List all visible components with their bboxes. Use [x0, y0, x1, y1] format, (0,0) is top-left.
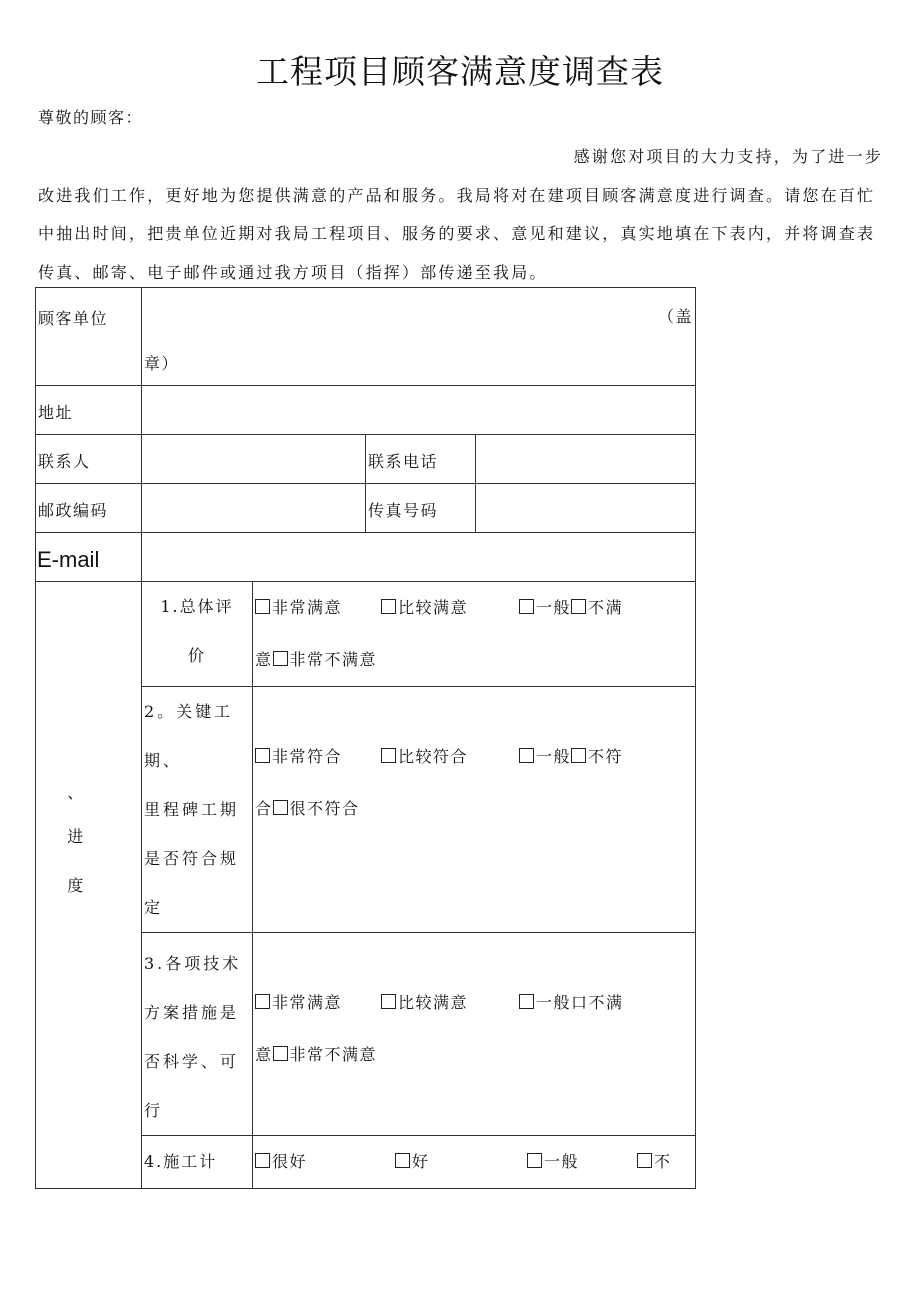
checkbox[interactable] — [381, 994, 396, 1009]
checkbox[interactable] — [255, 748, 270, 763]
customer-unit-label-cell — [36, 288, 142, 386]
fax-label: 传真号码 — [368, 501, 439, 520]
section-char-1: 进 — [67, 827, 85, 846]
item-3-option[interactable]: 非常不满意 — [273, 1045, 378, 1064]
seal-note-part1: （盖 — [657, 307, 693, 326]
intro-line-3: 中抽出时间，把贵单位近期对我局工程项目、服务的要求、意见和建议，真实地填在下表内，并将调查表 — [38, 224, 876, 243]
customer-unit-label: 顾客单位 — [38, 309, 109, 328]
contact-input[interactable] — [142, 435, 366, 484]
item-2-label-line: 定 — [144, 898, 164, 917]
item-1-option[interactable]: 非常不满意 — [273, 650, 378, 669]
item-1-label-cell — [142, 582, 253, 687]
phone-input[interactable] — [476, 435, 696, 484]
item-2-option[interactable]: 比较符合 — [381, 731, 519, 783]
item-3-label-line: 否科学、可 — [144, 1052, 240, 1071]
checkbox[interactable] — [395, 1153, 410, 1168]
item-2-label-line: 2。关键工期、 — [144, 702, 234, 770]
section-mark: 、 — [67, 783, 85, 802]
item-3-option-cont: 意 — [255, 1045, 273, 1064]
checkbox[interactable] — [255, 599, 270, 614]
checkbox[interactable] — [519, 994, 534, 1009]
checkbox[interactable] — [519, 599, 534, 614]
address-label-cell — [36, 386, 142, 435]
seal-note-part2: 章） — [144, 354, 180, 373]
item-3-label-line: 行 — [144, 1101, 164, 1120]
postcode-label-cell — [36, 484, 142, 533]
checkbox[interactable] — [273, 1046, 288, 1061]
fax-label-cell — [366, 484, 476, 533]
item-1-options — [253, 582, 696, 687]
fax-input[interactable] — [476, 484, 696, 533]
intro-line-2: 改进我们工作，更好地为您提供满意的产品和服务。我局将对在建项目顾客满意度进行调查。请您在百忙 — [38, 186, 876, 205]
phone-label-cell — [366, 435, 476, 484]
item-1-option[interactable]: 一般 — [519, 598, 571, 617]
checkbox[interactable] — [255, 994, 270, 1009]
survey-form — [35, 287, 696, 1189]
item-2-option[interactable]: 不符 — [571, 747, 623, 766]
item-2-label-cell — [142, 687, 253, 933]
checkbox[interactable] — [381, 599, 396, 614]
item-1-label-line: 1.总体评 — [160, 597, 234, 616]
item-1-option-cont: 意 — [255, 650, 273, 669]
contact-label: 联系人 — [38, 452, 91, 471]
checkbox[interactable] — [527, 1153, 542, 1168]
item-2-label-line: 是否符合规 — [144, 849, 240, 868]
item-3-option[interactable]: 比较满意 — [381, 977, 519, 1029]
item-4-option[interactable]: 很好 — [255, 1136, 395, 1188]
row-customer-unit — [36, 288, 696, 386]
intro-line-1: 感谢您对项目的大力支持，为了进一步 — [573, 147, 883, 166]
item-2-option[interactable]: 很不符合 — [273, 799, 360, 818]
email-input[interactable] — [142, 533, 696, 582]
phone-label: 联系电话 — [368, 452, 439, 471]
item-1-label-line: 价 — [187, 646, 206, 665]
checkbox[interactable] — [273, 800, 288, 815]
address-input[interactable] — [142, 386, 696, 435]
postcode-input[interactable] — [142, 484, 366, 533]
checkbox[interactable] — [519, 748, 534, 763]
item-2-label-line: 里程碑工期 — [144, 800, 240, 819]
item-1-option[interactable]: 不满 — [571, 598, 623, 617]
item-3-option[interactable]: 非常满意 — [255, 977, 381, 1029]
greeting: 尊敬的顾客： — [38, 108, 144, 127]
row-email — [36, 533, 696, 582]
item-2-option[interactable]: 非常符合 — [255, 731, 381, 783]
item-1-option[interactable]: 比较满意 — [381, 582, 519, 634]
item-4-label-cell — [142, 1136, 253, 1189]
item-3-label-line: 方案措施是 — [144, 1003, 240, 1022]
contact-label-cell — [36, 435, 142, 484]
item-4-options — [253, 1136, 696, 1189]
email-label-cell — [36, 533, 142, 582]
address-label: 地址 — [38, 403, 74, 422]
section-char-2: 度 — [67, 876, 85, 895]
item-1-option[interactable]: 非常满意 — [255, 582, 381, 634]
page-title: 工程项目顾客满意度调查表 — [256, 52, 664, 91]
item-3-options — [253, 933, 696, 1136]
item-2-options — [253, 687, 696, 933]
checkbox[interactable] — [381, 748, 396, 763]
item-3-option[interactable]: 一般口不满 — [519, 993, 624, 1012]
intro-line-4: 传真、邮寄、电子邮件或通过我方项目（指挥）部传递至我局。 — [38, 263, 548, 282]
customer-unit-input[interactable] — [142, 288, 696, 386]
item-3-label-line: 3.各项技术 — [144, 954, 242, 973]
item-3-label-cell — [142, 933, 253, 1136]
checkbox[interactable] — [571, 599, 586, 614]
row-item-1 — [36, 582, 696, 687]
checkbox[interactable] — [255, 1153, 270, 1168]
checkbox[interactable] — [637, 1153, 652, 1168]
section-progress-cell — [36, 582, 142, 1189]
checkbox[interactable] — [273, 651, 288, 666]
email-label: E-mail — [37, 547, 100, 572]
row-address — [36, 386, 696, 435]
checkbox[interactable] — [571, 748, 586, 763]
item-4-option[interactable]: 不 — [637, 1152, 672, 1171]
postcode-label: 邮政编码 — [38, 501, 109, 520]
row-contact — [36, 435, 696, 484]
item-4-label-line: 4.施工计 — [144, 1152, 218, 1171]
row-postcode — [36, 484, 696, 533]
item-4-option[interactable]: 好 — [395, 1136, 527, 1188]
item-2-option[interactable]: 一般 — [519, 747, 571, 766]
item-4-option[interactable]: 一般 — [527, 1136, 637, 1188]
item-2-option-cont: 合 — [255, 799, 273, 818]
